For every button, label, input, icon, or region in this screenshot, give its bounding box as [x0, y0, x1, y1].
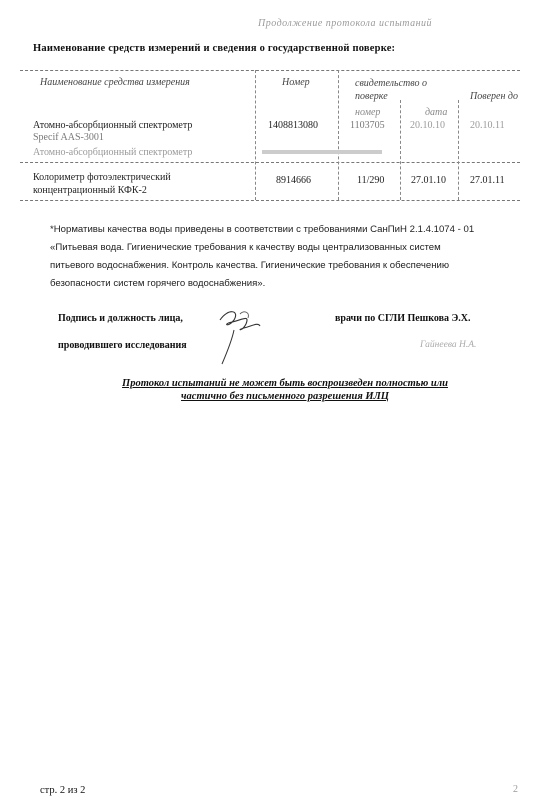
- normative-note: [50, 221, 525, 293]
- table-bottom-rule: [20, 200, 520, 201]
- warning-line: частично без письменного разрешения ИЛЦ: [181, 391, 389, 402]
- table-cell-number: 8914666: [276, 175, 311, 186]
- note-line: безопасности систем горячего водоснабжения».: [50, 278, 266, 289]
- table-col-divider: [338, 70, 339, 200]
- table-cell-name-model: Specif AAS-3001: [33, 132, 104, 143]
- copy-restriction-warning: [60, 377, 510, 403]
- signature-label-2: проводившего исследования: [58, 340, 187, 351]
- handwritten-signature: [210, 300, 270, 370]
- table-cell-name: Атомно-абсорбционный спектрометр: [33, 147, 193, 158]
- table-col-divider: [458, 100, 459, 200]
- warning-line: Протокол испытаний не может быть воспроизведен полностью или: [122, 378, 448, 389]
- table-cell-name: Колориметр фотоэлектрический: [33, 172, 171, 183]
- column-header-cert-number: номер: [355, 107, 381, 118]
- column-header-next-check: Поверен до: [470, 91, 518, 102]
- table-cell-name: Атомно-абсорбционный спектрометр: [33, 120, 193, 131]
- note-line: питьевого водоснабжения. Контроль качества. Гигиенические требования к обеспечению: [50, 260, 450, 271]
- table-cell-number: 1408813080: [268, 120, 318, 131]
- table-row-rule: [20, 162, 520, 163]
- table-col-divider: [255, 70, 256, 200]
- page-header-faded: Продолжение протокола испытаний: [258, 18, 433, 29]
- column-header-certificate: свидетельство о поверке: [355, 78, 427, 102]
- table-cell-cert-number: 1103705: [350, 120, 385, 131]
- corner-mark: 2: [513, 784, 518, 795]
- note-line: «Питьевая вода. Гигиенические требования к качеству воды централизованных систем: [50, 242, 441, 253]
- table-col-divider: [400, 100, 401, 200]
- table-cell-cert-number: 11/290: [357, 175, 385, 186]
- note-line: *Нормативы качества воды приведены в соответствии с требованиями СанПиН 2.1.4.1074 - 01: [50, 224, 475, 235]
- column-header-name: Наименование средства измерения: [40, 77, 190, 88]
- page-number: стр. 2 из 2: [40, 785, 86, 796]
- table-cell-cert-date: 27.01.10: [411, 175, 446, 186]
- section-title: Наименование средств измерений и сведения о государственной поверке:: [33, 43, 396, 54]
- table-cell-name-model: концентрационный КФК-2: [33, 185, 147, 196]
- column-header-number: Номер: [282, 77, 310, 88]
- signer-position: врачи по СГЛИ Пешкова Э.Х.: [335, 313, 471, 324]
- table-cell-illegible: [262, 150, 382, 154]
- table-cell-cert-date: 20.10.10: [410, 120, 445, 131]
- table-cell-next-check: 27.01.11: [470, 175, 505, 186]
- table-cell-next-check: 20.10.11: [470, 120, 505, 131]
- table-top-rule: [20, 70, 520, 71]
- signature-label: Подпись и должность лица,: [58, 313, 183, 324]
- column-header-cert-date: дата: [425, 107, 448, 118]
- second-signer: Гайнеева Н.А.: [420, 340, 477, 350]
